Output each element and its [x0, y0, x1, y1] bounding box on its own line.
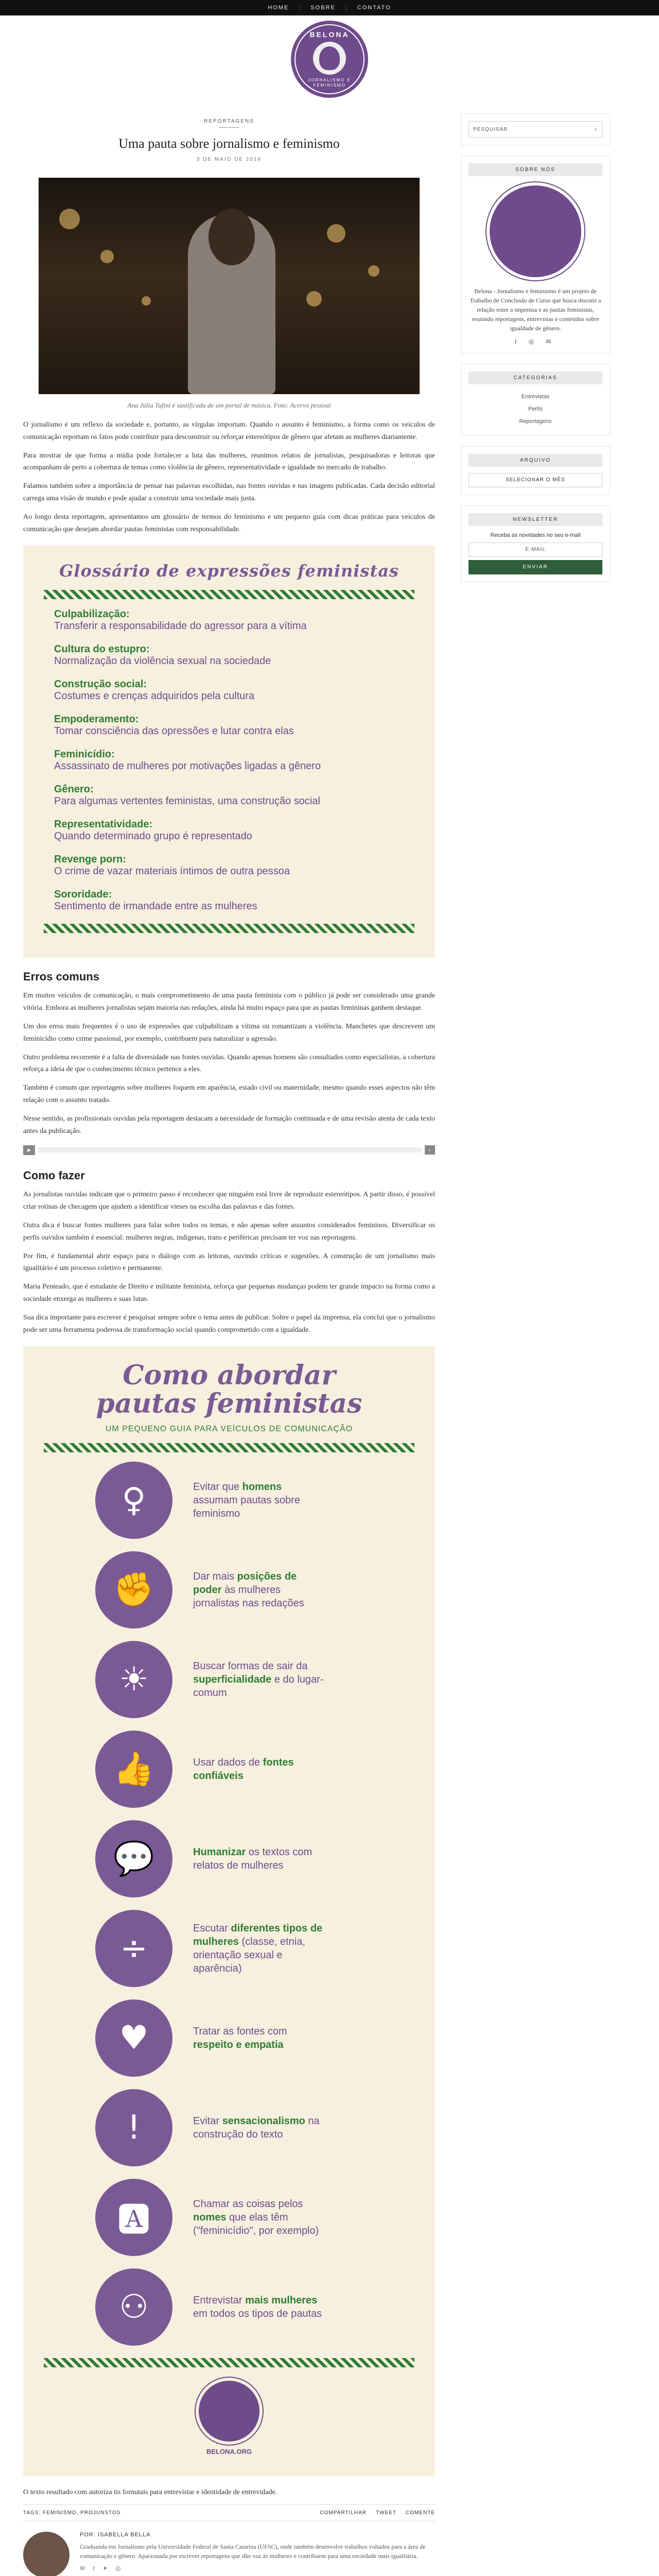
- widget-title: CATEGORIAS: [469, 371, 602, 384]
- logo-subtitle: JORNALISMO E FEMINISMO: [308, 78, 351, 88]
- widget-title: SOBRE NÓS: [469, 163, 602, 176]
- guide-subtitle: UM PEQUENO GUIA PARA VEÍCULOS DE COMUNICAÇÃO: [105, 1424, 353, 1433]
- archive-select-label: SELECIONAR O MÊS: [506, 477, 565, 483]
- glossary-item: [54, 749, 414, 772]
- guide-tip-text: Humanizar os textos com relatos de mulheres: [193, 1846, 313, 1871]
- paragraph: Nesse sentido, as profissionais ouvidas pela reportagem destacam a necessidade de formação continuada e de uma revisão atenta de cada texto antes da publicação.: [23, 1114, 435, 1135]
- site-logo[interactable]: [291, 21, 368, 98]
- guide-tip-text: Usar dados de fontes confiáveis: [193, 1756, 294, 1782]
- widget-title: NEWSLETTER: [469, 513, 602, 526]
- paragraph: Maria Penteado, que é estudante de Direito e militante feminista, reforça que pequenas mudanças podem ter grande impacto na forma como a sociedade enxerga as mulheres e suas lutas.: [23, 1283, 435, 1303]
- category-link[interactable]: Entrevistas: [521, 394, 550, 400]
- division-icon: ÷: [95, 1910, 172, 1987]
- decorative-stripe: [44, 2358, 414, 2367]
- glossary-term: Cultura do estupro:: [54, 643, 150, 655]
- search-icon[interactable]: ⌕: [594, 126, 598, 132]
- guide-tip: [95, 1551, 414, 1629]
- bokeh-light: [327, 224, 345, 243]
- glossary-item: [54, 679, 414, 702]
- guide-brand: [44, 2378, 414, 2455]
- play-button[interactable]: ▶: [23, 1145, 35, 1155]
- decorative-stripe: [44, 1443, 414, 1452]
- logo-ring: [294, 24, 365, 94]
- section-heading: Erros comuns: [23, 970, 99, 984]
- glossary-definition: Normalização da violência sexual na sociedade: [54, 655, 271, 667]
- progress-track[interactable]: [38, 1147, 422, 1153]
- guide-tips-list: [44, 1462, 414, 2346]
- about-logo: [487, 182, 584, 280]
- share-tweet-button[interactable]: TWEET: [376, 2510, 396, 2516]
- guide-title-line2: pautas feministas: [96, 1387, 362, 1419]
- guide-tip-text: Buscar formas de sair da superficialidade e do lugar-comum: [193, 1660, 324, 1699]
- featured-photo: [39, 178, 420, 394]
- heart-icon: ♥: [95, 1999, 172, 2077]
- post-date: 3 DE MAIO DE 2018: [196, 157, 262, 162]
- guide-tip-text: Entrevistar mais mulheres em todos os tipos de pautas: [193, 2294, 322, 2319]
- exclamation-icon: !: [95, 2089, 172, 2166]
- photo-caption: Ana Júlia Tufini é sastificada de um portal de música. Foto: Acervo pessoal: [127, 401, 331, 409]
- glossary-item: [54, 643, 414, 667]
- widget-title: ARQUIVO: [469, 454, 602, 467]
- paragraph: Também é comum que reportagens sobre mulheres foquem em aparência, estado civil ou maternidade, mesmo quando esses aspectos não têm relação com o assunto tratado.: [23, 1084, 435, 1104]
- guide-tip: [95, 2179, 414, 2256]
- archive-widget: [461, 446, 610, 495]
- archive-select[interactable]: [469, 473, 602, 487]
- guide-tip: [95, 1731, 414, 1808]
- share-facebook-button[interactable]: COMPARTILHAR: [320, 2510, 367, 2516]
- guide-tip: [95, 1462, 414, 1539]
- glossary-definition: Quando determinado grupo é representado: [54, 831, 252, 842]
- glossary-term: Sororidade:: [54, 889, 112, 901]
- fist-icon: ✊: [95, 1551, 172, 1629]
- comment-link[interactable]: COMENTE: [406, 2510, 435, 2516]
- guide-infographic: [23, 1346, 435, 2476]
- nav-separator: |: [299, 5, 301, 11]
- guide-tip: [95, 1641, 414, 1718]
- group-icon: ⚇: [95, 2268, 172, 2346]
- glossary-infographic: [23, 546, 435, 958]
- logo-face-icon: [313, 42, 346, 75]
- category-link[interactable]: Reportagens: [519, 418, 552, 425]
- footnote: O texto resultado com autoriza tis fornutais para entrevistar e identidade de entrevidade.: [23, 2488, 278, 2496]
- glossary-definition: Tomar consciência das opressões e lutar contra elas: [54, 725, 294, 737]
- paragraph: As jornalistas ouvidas indicam que o primeiro passo é reconhecer que ninguém está livre de reproduzir estereótipos. A partir disso, é possível criar rotinas de checagem que ajudem a identificar vieses na escolha das palavras e das fontes.: [23, 1191, 435, 1211]
- section-heading: Como fazer: [23, 1169, 85, 1182]
- paragraph: Em muitos veículos de comunicação, o mais comprometimento de uma pauta feminista com o público já pode ser considerado uma grande vitória. Embora as mulheres jornalistas sejam maioria nas redações, ainda há muito espaço para que as pautas femininas ganhem destaque.: [23, 992, 435, 1012]
- paragraph: Sua dica importante para escrever é pesquisar sempre sobre o tema antes de publicar. Sobre o papel da imprensa, ela conclui que o jornalismo pode ser uma ferramenta poderosa de transformação social quando comprometido com a igualdade.: [23, 1313, 435, 1334]
- guide-tip: [95, 1999, 414, 2077]
- author-avatar: [23, 2532, 70, 2576]
- author-bio: Graduanda em Jornalismo pela Universidade Federal de Santa Catarina (UFSC), onde também desenvolve trabalhos voltados para a área de comunicação e gênero. Apaixonada por escrever reportagens que dão voz às mulheres e contribuem para uma sociedade mais igualitária.: [80, 2543, 426, 2560]
- newsletter-submit-button[interactable]: ENVIAR: [469, 560, 602, 574]
- glossary-definition: Sentimento de irmandade entre as mulheres: [54, 901, 257, 912]
- glossary-definition: Costumes e crenças adquiridos pela cultura: [54, 690, 255, 702]
- post-title: Uma pauta sobre jornalismo e feminismo: [118, 136, 340, 151]
- guide-tip-text: Evitar que homens assumam pautas sobre feminismo: [193, 1481, 300, 1519]
- blocks-icon: 🅰: [95, 2179, 172, 2256]
- author-social-icons[interactable]: ✉ f ✦ ◎: [80, 2565, 124, 2572]
- bokeh-light: [368, 265, 379, 277]
- author-name[interactable]: POR: ISABELLA BELLA: [80, 2532, 151, 2538]
- glossary-term: Construção social:: [54, 679, 147, 690]
- logo-title: BELONA: [309, 30, 350, 39]
- guide-tip-text: Escutar diferentes tipos de mulheres (classe, etnia, orientação sexual e aparência): [193, 1922, 323, 1974]
- person-figure: [188, 214, 275, 394]
- paragraph: O jornalismo é um reflexo da sociedade e, portanto, as vírgulas importam. Quando o assunto é feminismo, a forma como os veículos de comunicação reportam os fatos pode contribuir para desconstruir ou reforçar estereótipos de gênero que afetam as mulheres diariamente.: [23, 421, 435, 441]
- post-content: [23, 113, 435, 2576]
- glossary-term: Revenge porn:: [54, 854, 127, 866]
- bokeh-light: [59, 209, 80, 229]
- author-box: [23, 2527, 435, 2576]
- guide-tip-text: Evitar sensacionalismo na construção do texto: [193, 2115, 320, 2140]
- guide-tip: [95, 1820, 414, 1897]
- lightbulb-icon: ☀: [95, 1641, 172, 1718]
- bokeh-light: [306, 291, 322, 307]
- glossary-term: Representatividade:: [54, 819, 153, 831]
- glossary-item: [54, 819, 414, 842]
- glossary-item: [54, 854, 414, 877]
- post-category[interactable]: REPORTAGENS: [23, 118, 435, 128]
- paragraph: Falamos também sobre a importância de pensar nas palavras escolhidas, nas fontes ouvidas e nas imagens publicadas. Cada decisão editorial carrega uma visão de mundo e pode ajudar a construir uma sociedade mais justa.: [23, 482, 435, 502]
- post-meta-bar: [23, 2504, 435, 2521]
- guide-tip: [95, 2268, 414, 2346]
- guide-tip: [95, 1910, 414, 1987]
- guide-tip-text: Tratar as fontes com respeito e empatia: [193, 2025, 287, 2050]
- guide-tip-text: Chamar as coisas pelos nomes que elas têm ("feminicídio", por exemplo): [193, 2198, 319, 2236]
- volume-button[interactable]: ♪: [425, 1145, 436, 1155]
- newsletter-text: Receba as novidades no seu e-mail: [490, 532, 581, 538]
- decorative-stripe: [44, 590, 414, 599]
- category-list: [469, 391, 602, 428]
- bokeh-light: [100, 250, 114, 263]
- post-header: [23, 113, 435, 173]
- glossary-item: [54, 608, 414, 632]
- nav-about-link[interactable]: SOBRE: [310, 5, 336, 11]
- sidebar: [461, 113, 610, 2576]
- paragraph: Para mostrar de que forma a mídia pode fortalecer a luta das mulheres, reunimos relatos de jornalistas, pesquisadoras e leitoras que acompanham de perto a cobertura de temas como violência de gênero, representatividade e igualdade no mercado de trabalho.: [23, 451, 435, 472]
- search-widget: [461, 113, 610, 145]
- tags-label[interactable]: TAGS: FEMINISMO, PROJUNSTOS: [23, 2510, 121, 2516]
- female-symbol-icon: ♀: [95, 1462, 172, 1539]
- newsletter-email-placeholder: E-MAIL: [525, 547, 546, 553]
- newsletter-email-field[interactable]: [469, 543, 602, 557]
- glossary-definition: Transferir a responsabilidade do agressor para a vítima: [54, 620, 307, 632]
- about-widget: [461, 156, 610, 353]
- glossary-term: Culpabilização:: [54, 608, 130, 620]
- guide-tip-text: Dar mais posições de poder às mulheres jornalistas nas redações: [193, 1570, 304, 1609]
- nav-separator: |: [345, 5, 347, 11]
- glossary-definition: Para algumas vertentes feministas, uma construção social: [54, 795, 320, 807]
- glossary-definition: Assassinato de mulheres por motivações ligadas a gênero: [54, 760, 321, 772]
- glossary-term: Feminicídio:: [54, 749, 115, 760]
- paragraph: Um dos erros mais frequentes é o uso de expressões que culpabilizam a vítima ou romantizam a violência. Manchetes que descrevem um feminicídio como crime passional, por exemplo, contribuem para naturalizar a agressão.: [23, 1022, 435, 1043]
- paragraph: Outro problema recorrente é a falta de diversidade nas fontes ouvidas. Quando apenas homens são consultados como especialistas, a cobertura reforça a ideia de que o conhecimento técnico pertence a eles.: [23, 1053, 435, 1074]
- glossary-title: Glossário de expressões feministas: [59, 561, 399, 581]
- glossary-item: [54, 714, 414, 737]
- nav-contact-link[interactable]: CONTATO: [357, 5, 391, 11]
- glossary-definition: O crime de vazar materiais íntimos de outra pessoa: [54, 866, 290, 877]
- decorative-stripe: [44, 924, 414, 933]
- category-link[interactable]: Perfis: [528, 406, 543, 413]
- glossary-item: [54, 784, 414, 807]
- guide-tip: [95, 2089, 414, 2166]
- embedded-player-bar: [23, 1143, 435, 1157]
- newsletter-widget: [461, 505, 610, 582]
- search-placeholder: PESQUISAR: [473, 126, 508, 132]
- share-links: [320, 2510, 435, 2516]
- guide-brand-text: BELONA.ORG: [206, 2447, 252, 2455]
- search-input[interactable]: [469, 121, 602, 138]
- site-header: [0, 15, 659, 103]
- glossary-term: Empoderamento:: [54, 714, 139, 725]
- page-wrapper: [23, 103, 636, 2576]
- glossary-item: [54, 889, 414, 912]
- bokeh-light: [142, 296, 151, 306]
- speech-bubbles-icon: 💬: [95, 1820, 172, 1897]
- top-navigation: [0, 0, 659, 15]
- thumbs-up-icon: 👍: [95, 1731, 172, 1808]
- guide-logo-icon: [196, 2378, 263, 2445]
- nav-home-link[interactable]: HOME: [268, 5, 289, 11]
- social-icons[interactable]: f ◎ ✉: [514, 338, 557, 345]
- categories-widget: [461, 364, 610, 436]
- paragraph: Ao longo desta reportagem, apresentamos um glossário de termos do feminismo e um pequeno guia com dicas práticas para veículos de comunicação que desejam abordar pautas feministas com responsabilidade.: [23, 513, 435, 533]
- paragraph: Por fim, é fundamental abrir espaço para o diálogo com as leitoras, ouvindo críticas e sugestões. A construção de um jornalismo mais igualitário é um processo coletivo e permanente.: [23, 1252, 435, 1273]
- paragraph: Outra dica é buscar fontes mulheres para falar sobre todos os temas, e não apenas sobre assuntos considerados femininos. Diversificar os perfis ouvidos também é essencial: mulheres negras, indígenas, trans e periféricas precisam ter voz nas reportagens.: [23, 1221, 435, 1242]
- about-text: Belona - Jornalismo e feminismo é um projeto de Trabalho de Conclusão de Curso que busca discutir a relação entre a imprensa e as pautas feministas, reunindo reportagens, entrevistas e conteúdos sobre igualdade de gênero.: [470, 287, 601, 332]
- glossary-term: Gênero:: [54, 784, 94, 795]
- guide-title-line1: Como abordar: [123, 1360, 336, 1392]
